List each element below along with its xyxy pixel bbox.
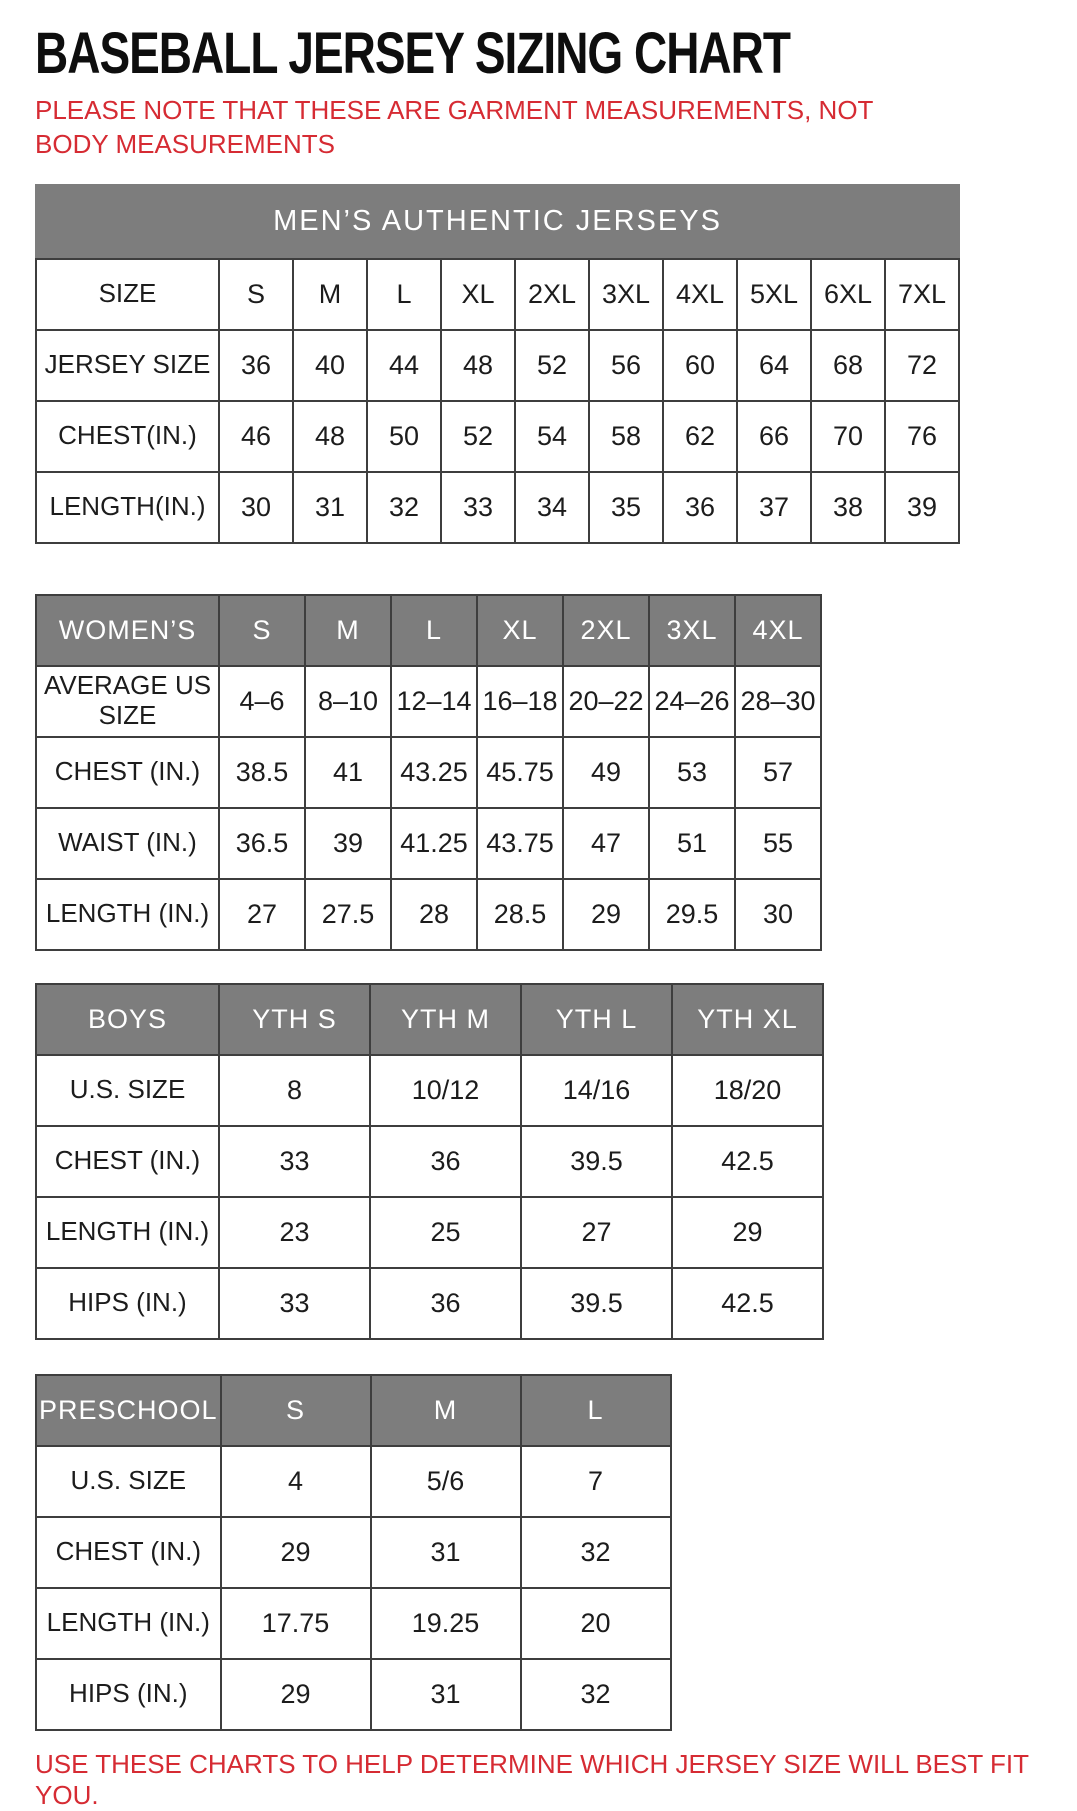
- womens-row-label: LENGTH (IN.): [36, 879, 219, 950]
- mens-cell-value: 36: [219, 330, 293, 401]
- boys-row: [36, 1197, 823, 1268]
- boys-cell-value: 14/16: [521, 1055, 672, 1126]
- preschool-header-label: PRESCHOOL: [36, 1375, 221, 1446]
- preschool-row: [36, 1517, 671, 1588]
- boys-cell-value: 33: [219, 1126, 370, 1197]
- preschool-cell-value: 7: [521, 1446, 671, 1517]
- boys-cell-value: 8: [219, 1055, 370, 1126]
- boys-cell-value: 36: [370, 1126, 521, 1197]
- womens-header-cell: 4XL: [735, 595, 821, 666]
- womens-header-label: WOMEN’S: [36, 595, 219, 666]
- mens-row: [36, 472, 959, 543]
- boys-cell-value: 42.5: [672, 1268, 823, 1339]
- boys-sizing-table: [35, 983, 824, 1340]
- preschool-cell-value: 19.25: [371, 1588, 521, 1659]
- womens-cell-value: 20–22: [563, 666, 649, 737]
- womens-cell-value: 36.5: [219, 808, 305, 879]
- boys-row: [36, 1268, 823, 1339]
- boys-row-label: U.S. SIZE: [36, 1055, 219, 1126]
- mens-cell-value: 2XL: [515, 259, 589, 330]
- boys-cell-value: 23: [219, 1197, 370, 1268]
- mens-cell-value: 72: [885, 330, 959, 401]
- womens-header-cell: S: [219, 595, 305, 666]
- boys-cell-value: 33: [219, 1268, 370, 1339]
- womens-cell-value: 38.5: [219, 737, 305, 808]
- womens-row: [36, 879, 821, 950]
- mens-cell-value: 68: [811, 330, 885, 401]
- womens-cell-value: 16–18: [477, 666, 563, 737]
- mens-cell-value: 62: [663, 401, 737, 472]
- mens-cell-value: 54: [515, 401, 589, 472]
- womens-cell-value: 45.75: [477, 737, 563, 808]
- womens-cell-value: 41.25: [391, 808, 477, 879]
- preschool-cell-value: 32: [521, 1659, 671, 1730]
- womens-header-cell: L: [391, 595, 477, 666]
- womens-row: [36, 808, 821, 879]
- boys-cell-value: 39.5: [521, 1268, 672, 1339]
- boys-header-cell: YTH M: [370, 984, 521, 1055]
- boys-cell-value: 10/12: [370, 1055, 521, 1126]
- mens-cell-value: 3XL: [589, 259, 663, 330]
- mens-cell-value: 36: [663, 472, 737, 543]
- mens-row: [36, 330, 959, 401]
- preschool-header-cell: M: [371, 1375, 521, 1446]
- mens-cell-value: 5XL: [737, 259, 811, 330]
- womens-cell-value: 51: [649, 808, 735, 879]
- boys-header-cell: YTH S: [219, 984, 370, 1055]
- boys-header-cell: YTH L: [521, 984, 672, 1055]
- mens-row-label: SIZE: [36, 259, 219, 330]
- womens-cell-value: 27: [219, 879, 305, 950]
- preschool-cell-value: 31: [371, 1517, 521, 1588]
- mens-cell-value: 33: [441, 472, 515, 543]
- womens-row-label: AVERAGE US SIZE: [36, 666, 219, 737]
- mens-cell-value: 76: [885, 401, 959, 472]
- mens-cell-value: 31: [293, 472, 367, 543]
- mens-row-label: JERSEY SIZE: [36, 330, 219, 401]
- mens-cell-value: 35: [589, 472, 663, 543]
- preschool-cell-value: 32: [521, 1517, 671, 1588]
- mens-cell-value: 48: [293, 401, 367, 472]
- boys-cell-value: 25: [370, 1197, 521, 1268]
- mens-cell-value: 39: [885, 472, 959, 543]
- mens-cell-value: S: [219, 259, 293, 330]
- boys-row: [36, 1126, 823, 1197]
- preschool-header-cell: L: [521, 1375, 671, 1446]
- womens-row: [36, 666, 821, 737]
- womens-cell-value: 29.5: [649, 879, 735, 950]
- womens-cell-value: 47: [563, 808, 649, 879]
- preschool-row: [36, 1659, 671, 1730]
- preschool-row: [36, 1588, 671, 1659]
- page-title: BASEBALL JERSEY SIZING CHART: [35, 19, 790, 86]
- preschool-row: [36, 1446, 671, 1517]
- title-wrap: [35, 0, 1077, 86]
- womens-header-cell: 3XL: [649, 595, 735, 666]
- preschool-header-cell: S: [221, 1375, 371, 1446]
- mens-cell-value: 34: [515, 472, 589, 543]
- boys-header-cell: YTH XL: [672, 984, 823, 1055]
- preschool-row-label: LENGTH (IN.): [36, 1588, 221, 1659]
- mens-cell-value: M: [293, 259, 367, 330]
- boys-header-label: BOYS: [36, 984, 219, 1055]
- mens-cell-value: 32: [367, 472, 441, 543]
- womens-sizing-table: [35, 594, 822, 951]
- mens-cell-value: 66: [737, 401, 811, 472]
- mens-row: [36, 401, 959, 472]
- preschool-row-label: HIPS (IN.): [36, 1659, 221, 1730]
- boys-cell-value: 29: [672, 1197, 823, 1268]
- preschool-cell-value: 29: [221, 1517, 371, 1588]
- mens-cell-value: 60: [663, 330, 737, 401]
- womens-cell-value: 28–30: [735, 666, 821, 737]
- womens-cell-value: 12–14: [391, 666, 477, 737]
- preschool-cell-value: 29: [221, 1659, 371, 1730]
- mens-cell-value: 46: [219, 401, 293, 472]
- womens-cell-value: 57: [735, 737, 821, 808]
- boys-cell-value: 18/20: [672, 1055, 823, 1126]
- womens-header-cell: M: [305, 595, 391, 666]
- womens-cell-value: 4–6: [219, 666, 305, 737]
- mens-cell-value: L: [367, 259, 441, 330]
- mens-row-label: LENGTH(IN.): [36, 472, 219, 543]
- mens-authentic-jerseys-table: [35, 184, 960, 544]
- preschool-row-label: CHEST (IN.): [36, 1517, 221, 1588]
- mens-cell-value: 58: [589, 401, 663, 472]
- mens-cell-value: 64: [737, 330, 811, 401]
- preschool-cell-value: 5/6: [371, 1446, 521, 1517]
- mens-cell-value: 38: [811, 472, 885, 543]
- preschool-row-label: U.S. SIZE: [36, 1446, 221, 1517]
- boys-row-label: HIPS (IN.): [36, 1268, 219, 1339]
- womens-cell-value: 29: [563, 879, 649, 950]
- mens-cell-value: 48: [441, 330, 515, 401]
- womens-row-label: WAIST (IN.): [36, 808, 219, 879]
- mens-row-label: CHEST(IN.): [36, 401, 219, 472]
- boys-header-row: [36, 984, 823, 1055]
- preschool-cell-value: 31: [371, 1659, 521, 1730]
- womens-header-cell: XL: [477, 595, 563, 666]
- mens-cell-value: 37: [737, 472, 811, 543]
- mens-cell-value: 50: [367, 401, 441, 472]
- mens-cell-value: 44: [367, 330, 441, 401]
- womens-cell-value: 28: [391, 879, 477, 950]
- womens-cell-value: 49: [563, 737, 649, 808]
- womens-header-row: [36, 595, 821, 666]
- boys-cell-value: 39.5: [521, 1126, 672, 1197]
- mens-cell-value: 7XL: [885, 259, 959, 330]
- womens-cell-value: 30: [735, 879, 821, 950]
- womens-header-cell: 2XL: [563, 595, 649, 666]
- mens-cell-value: 6XL: [811, 259, 885, 330]
- mens-cell-value: 52: [441, 401, 515, 472]
- preschool-cell-value: 17.75: [221, 1588, 371, 1659]
- preschool-sizing-table: [35, 1374, 672, 1731]
- womens-cell-value: 8–10: [305, 666, 391, 737]
- mens-cell-value: 30: [219, 472, 293, 543]
- womens-cell-value: 43.25: [391, 737, 477, 808]
- womens-row: [36, 737, 821, 808]
- preschool-header-row: [36, 1375, 671, 1446]
- womens-cell-value: 41: [305, 737, 391, 808]
- footer-note: USE THESE CHARTS TO HELP DETERMINE WHICH JERSEY SIZE WILL BEST FIT YOU.: [35, 1748, 1029, 1810]
- boys-cell-value: 27: [521, 1197, 672, 1268]
- mens-cell-value: 56: [589, 330, 663, 401]
- mens-banner-row: [36, 185, 959, 259]
- boys-row: [36, 1055, 823, 1126]
- mens-row: [36, 259, 959, 330]
- mens-banner: MEN’S AUTHENTIC JERSEYS: [36, 185, 959, 259]
- mens-cell-value: 4XL: [663, 259, 737, 330]
- mens-cell-value: 52: [515, 330, 589, 401]
- mens-cell-value: XL: [441, 259, 515, 330]
- womens-cell-value: 27.5: [305, 879, 391, 950]
- garment-measurements-note: PLEASE NOTE THAT THESE ARE GARMENT MEASUREMENTS, NOT BODY MEASUREMENTS: [35, 95, 873, 159]
- womens-cell-value: 55: [735, 808, 821, 879]
- boys-row-label: CHEST (IN.): [36, 1126, 219, 1197]
- womens-cell-value: 53: [649, 737, 735, 808]
- boys-cell-value: 36: [370, 1268, 521, 1339]
- womens-cell-value: 43.75: [477, 808, 563, 879]
- preschool-cell-value: 20: [521, 1588, 671, 1659]
- womens-cell-value: 24–26: [649, 666, 735, 737]
- preschool-cell-value: 4: [221, 1446, 371, 1517]
- boys-cell-value: 42.5: [672, 1126, 823, 1197]
- boys-row-label: LENGTH (IN.): [36, 1197, 219, 1268]
- mens-cell-value: 40: [293, 330, 367, 401]
- mens-cell-value: 70: [811, 401, 885, 472]
- womens-row-label: CHEST (IN.): [36, 737, 219, 808]
- womens-cell-value: 39: [305, 808, 391, 879]
- womens-cell-value: 28.5: [477, 879, 563, 950]
